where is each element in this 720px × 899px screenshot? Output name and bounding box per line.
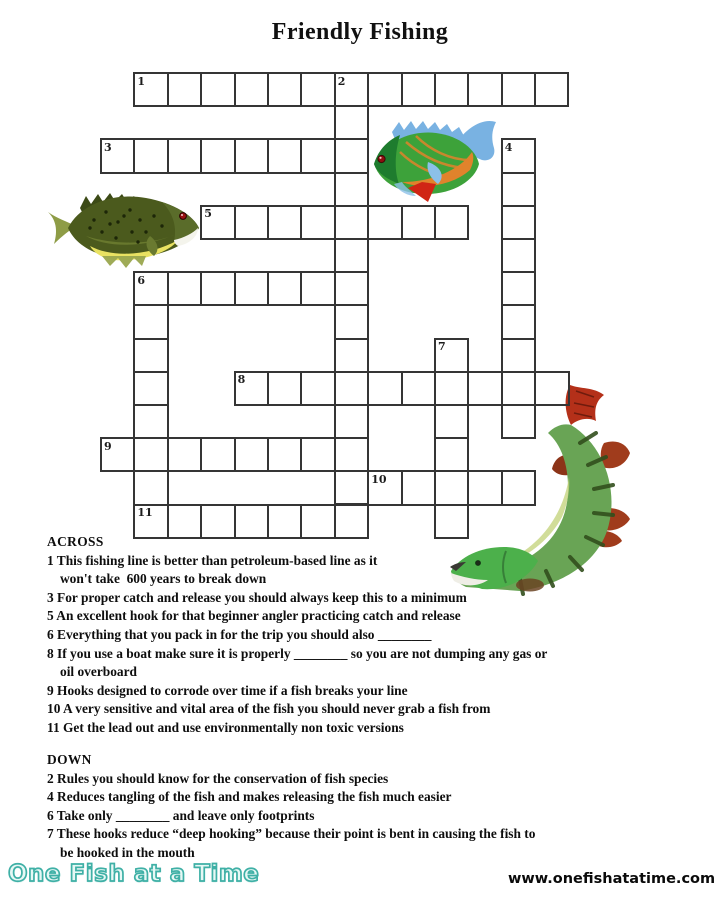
grid-cell[interactable] <box>167 72 202 107</box>
clue-line: 2 Rules you should know for the conservation of fish species <box>47 770 389 786</box>
grid-cell[interactable] <box>501 205 536 240</box>
grid-cell[interactable] <box>334 105 369 140</box>
grid-cell[interactable] <box>334 371 369 406</box>
clue-across-9 <box>47 682 547 701</box>
grid-cell[interactable] <box>334 437 369 472</box>
grid-cell[interactable] <box>133 138 168 173</box>
grid-cell[interactable] <box>334 271 369 306</box>
grid-cell[interactable] <box>401 470 436 505</box>
clue-line: won't take 600 years to break down <box>60 571 267 587</box>
word-10-across <box>367 470 536 505</box>
grid-cell[interactable] <box>267 271 302 306</box>
clues-section <box>47 533 547 863</box>
clue-line: 3 For proper catch and release you should always keep this to a minimum <box>47 589 467 605</box>
grid-cell[interactable] <box>200 271 235 306</box>
grid-cell[interactable] <box>234 437 269 472</box>
grid-cell[interactable] <box>300 138 335 173</box>
one-fish-at-a-time-logo: One Fish at a Time <box>8 861 260 887</box>
grid-cell[interactable] <box>501 304 536 339</box>
clue-across-8 <box>47 645 547 682</box>
clue-down-6 <box>47 807 547 826</box>
grid-cell[interactable] <box>300 437 335 472</box>
grid-cell[interactable] <box>267 138 302 173</box>
clue-line: 1 This fishing line is better than petroleum-based line as it <box>47 552 378 568</box>
clue-across-5 <box>47 607 547 626</box>
grid-cell[interactable] <box>367 371 402 406</box>
grid-cell[interactable] <box>167 138 202 173</box>
website-url[interactable]: www.onefishatatime.com <box>508 871 716 887</box>
grid-cell[interactable] <box>334 138 369 173</box>
down-heading: DOWN <box>47 752 92 768</box>
grid-cell[interactable] <box>401 72 436 107</box>
clue-down-2 <box>47 770 547 789</box>
cell-number-6: 6 <box>137 273 146 287</box>
grid-cell[interactable] <box>501 404 536 439</box>
grid-cell[interactable] <box>133 304 168 339</box>
across-heading: ACROSS <box>47 534 104 549</box>
grid-cell[interactable] <box>234 271 269 306</box>
word-3-across <box>100 138 369 173</box>
clue-line: be hooked in the mouth <box>60 845 195 860</box>
clue-across-1 <box>47 552 547 589</box>
grid-cell[interactable] <box>234 72 269 107</box>
grid-cell[interactable] <box>267 205 302 240</box>
cell-number-9: 9 <box>104 439 112 453</box>
cell-number-10: 10 <box>371 472 387 486</box>
grid-cell[interactable] <box>267 72 302 107</box>
grid-cell[interactable] <box>133 404 168 439</box>
cell-number-3: 3 <box>104 140 112 154</box>
word-9-across <box>100 437 336 472</box>
grid-cell[interactable] <box>200 72 235 107</box>
grid-cell[interactable] <box>501 72 536 107</box>
grid-cell[interactable] <box>133 470 168 505</box>
grid-cell[interactable] <box>467 371 502 406</box>
grid-cell[interactable] <box>334 470 369 505</box>
grid-cell[interactable] <box>300 271 335 306</box>
grid-cell[interactable] <box>334 172 369 207</box>
grid-cell[interactable] <box>234 138 269 173</box>
grid-cell[interactable] <box>367 205 402 240</box>
grid-cell[interactable] <box>367 72 402 107</box>
grid-cell[interactable] <box>534 72 569 107</box>
clue-line: 11 Get the lead out and use environmentally non toxic versions <box>47 719 404 735</box>
grid-cell[interactable] <box>401 371 436 406</box>
page-title: Friendly Fishing <box>271 19 449 45</box>
grid-cell[interactable] <box>133 338 168 373</box>
down-clue-list <box>47 770 547 863</box>
grid-cell[interactable] <box>300 371 335 406</box>
clue-line: 6 Everything that you pack in for the trip you should also ________ <box>47 626 432 642</box>
clue-line: 5 An excellent hook for that beginner angler practicing catch and release <box>47 608 461 624</box>
grid-cell[interactable] <box>501 271 536 306</box>
word-7-down <box>434 338 469 539</box>
grid-cell[interactable] <box>234 205 269 240</box>
clue-line: 4 Reduces tangling of the fish and makes releasing the fish much easier <box>47 789 452 805</box>
clue-across-11 <box>47 719 547 738</box>
grid-cell[interactable] <box>200 437 235 472</box>
grid-cell[interactable] <box>300 72 335 107</box>
grid-cell[interactable] <box>467 470 502 505</box>
clue-across-6 <box>47 626 547 645</box>
cell-number-5: 5 <box>204 207 212 221</box>
grid-cell[interactable] <box>167 437 202 472</box>
grid-cell[interactable] <box>300 205 335 240</box>
cell-number-4: 4 <box>504 140 513 154</box>
grid-cell[interactable] <box>133 371 168 406</box>
grid-cell[interactable] <box>501 470 536 505</box>
clue-line: 7 These hooks reduce “deep hooking” because their point is bent in causing the fish to <box>47 826 536 842</box>
grid-cell[interactable] <box>434 437 469 472</box>
cell-number-7: 7 <box>438 340 446 354</box>
grid-cell[interactable] <box>133 437 168 472</box>
across-clue-list <box>47 552 547 738</box>
grid-cell[interactable] <box>401 205 436 240</box>
clue-line: 10 A very sensitive and vital area of the fish you should never grab a fish from <box>47 701 491 717</box>
word-6-down <box>133 271 168 539</box>
word-5-across <box>200 205 469 240</box>
grid-cell[interactable] <box>334 205 369 240</box>
grid-cell[interactable] <box>434 371 469 406</box>
cell-number-11: 11 <box>137 506 153 520</box>
grid-cell[interactable] <box>200 138 235 173</box>
grid-cell[interactable] <box>267 437 302 472</box>
grid-cell[interactable] <box>434 72 469 107</box>
clue-down-7 <box>47 825 547 862</box>
clue-line: 6 Take only ________ and leave only footprints <box>47 807 315 823</box>
grid-cell[interactable] <box>434 470 469 505</box>
grid-cell[interactable] <box>501 371 536 406</box>
clue-down-4 <box>47 788 547 807</box>
cell-number-1: 1 <box>137 74 146 88</box>
grid-cell[interactable] <box>501 338 536 373</box>
clue-line: oil overboard <box>60 664 137 680</box>
clue-line: 9 Hooks designed to corrode over time if a fish breaks your line <box>47 682 408 698</box>
cell-number-8: 8 <box>237 373 246 387</box>
grid-cell[interactable] <box>434 404 469 439</box>
cell-number-2: 2 <box>337 74 346 88</box>
clue-across-10 <box>47 700 547 719</box>
grid-cell[interactable] <box>501 172 536 207</box>
grid-cell[interactable] <box>501 238 536 273</box>
clue-line: 8 If you use a boat make sure it is properly ________ so you are not dumping any gas or <box>47 645 548 661</box>
grid-cell[interactable] <box>267 371 302 406</box>
clue-across-3 <box>47 589 547 608</box>
grid-cell[interactable] <box>534 371 569 406</box>
word-8-across <box>234 371 570 406</box>
grid-cell[interactable] <box>334 404 369 439</box>
grid-cell[interactable] <box>467 72 502 107</box>
grid-cell[interactable] <box>167 271 202 306</box>
grid-cell[interactable] <box>334 304 369 339</box>
grid-cell[interactable] <box>434 205 469 240</box>
grid-cell[interactable] <box>334 238 369 273</box>
grid-cell[interactable] <box>334 338 369 373</box>
